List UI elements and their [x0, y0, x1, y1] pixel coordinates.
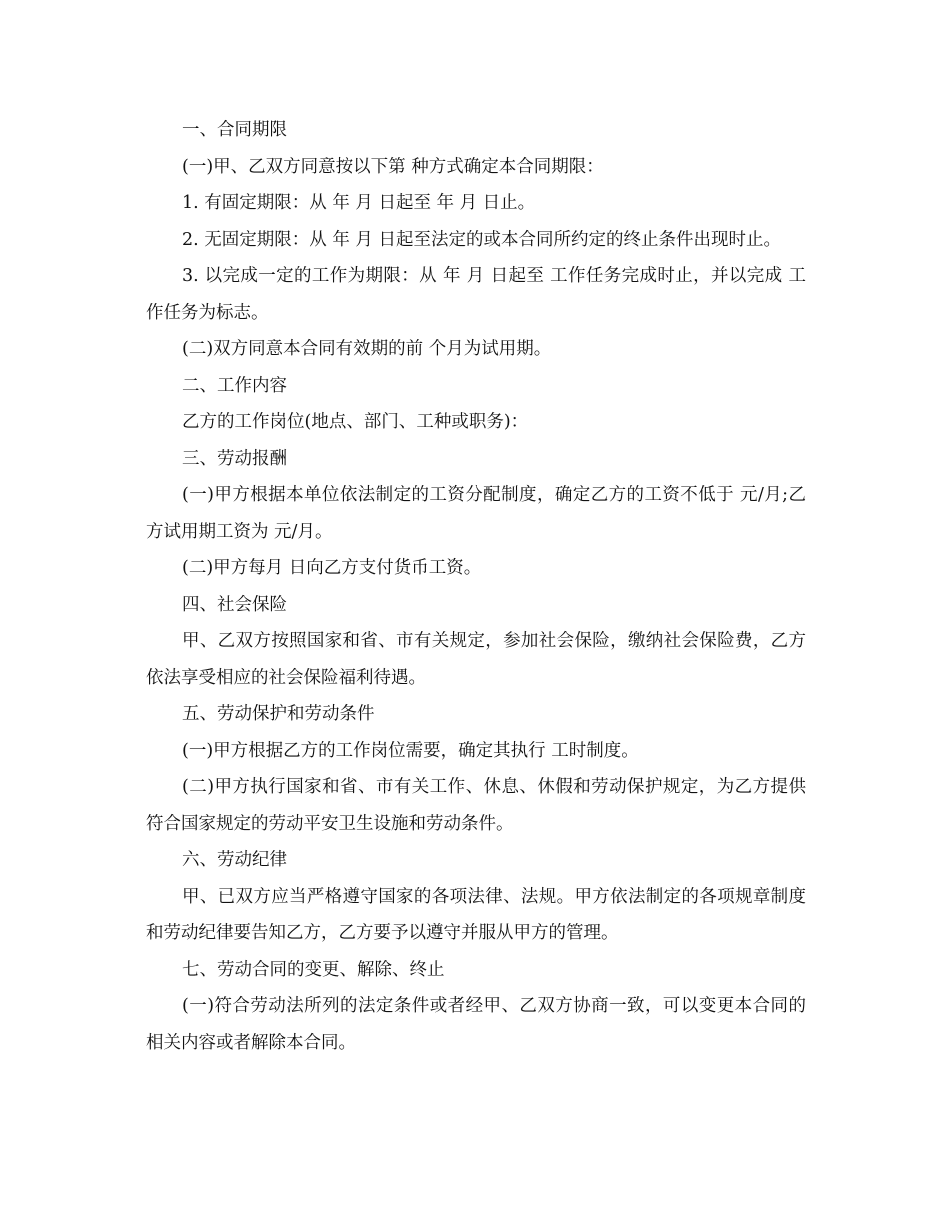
paragraph: (一)甲方根据乙方的工作岗位需要，确定其执行 工时制度。 — [182, 740, 639, 761]
paragraph: 1. 有固定期限：从 年 月 日起至 年 月 日止。 — [182, 193, 536, 213]
section-heading: 七、劳动合同的变更、解除、终止 — [182, 959, 445, 980]
document-body — [146, 112, 806, 1061]
section-heading: 六、劳动纪律 — [182, 850, 287, 870]
paragraph: (一)符合劳动法所列的法定条件或者经甲、乙双方协商一致，可以变更本合同的相关内容或者解除本合同。 — [146, 996, 806, 1053]
paragraph: 甲、乙双方按照国家和省、市有关规定，参加社会保险，缴纳社会保险费，乙方依法享受相应的社会保险福利待遇。 — [146, 631, 806, 688]
paragraph: 甲、已双方应当严格遵守国家的各项法律、法规。甲方依法制定的各项规章制度和劳动纪律要告知乙方，乙方要予以遵守并服从甲方的管理。 — [146, 886, 806, 943]
section-heading: 三、劳动报酬 — [182, 448, 287, 469]
paragraph: (二)甲方每月 日向乙方支付货币工资。 — [182, 558, 482, 578]
section-heading: 四、社会保险 — [182, 594, 287, 615]
paragraph: 3. 以完成一定的工作为期限：从 年 月 日起至 工作任务完成时止，并以完成 工作任务为标志。 — [146, 266, 806, 323]
paragraph: 2. 无固定期限：从 年 月 日起至法定的或本合同所约定的终止条件出现时止。 — [182, 229, 781, 250]
paragraph: (一)甲、乙双方同意按以下第 种方式确定本合同期限： — [182, 156, 604, 177]
section-heading: 二、工作内容 — [182, 375, 287, 396]
paragraph: (二)双方同意本合同有效期的前 个月为试用期。 — [182, 339, 552, 359]
section-heading: 一、合同期限 — [182, 120, 287, 140]
section-heading: 五、劳动保护和劳动条件 — [182, 704, 375, 724]
paragraph: (一)甲方根据本单位依法制定的工资分配制度，确定乙方的工资不低于 元/月;乙方试用期工资为 元/月。 — [146, 485, 806, 542]
paragraph: (二)甲方执行国家和省、市有关工作、休息、休假和劳动保护规定，为乙方提供符合国家规定的劳动平安卫生设施和劳动条件。 — [146, 777, 806, 834]
paragraph: 乙方的工作岗位(地点、部门、工种或职务)： — [182, 412, 529, 432]
